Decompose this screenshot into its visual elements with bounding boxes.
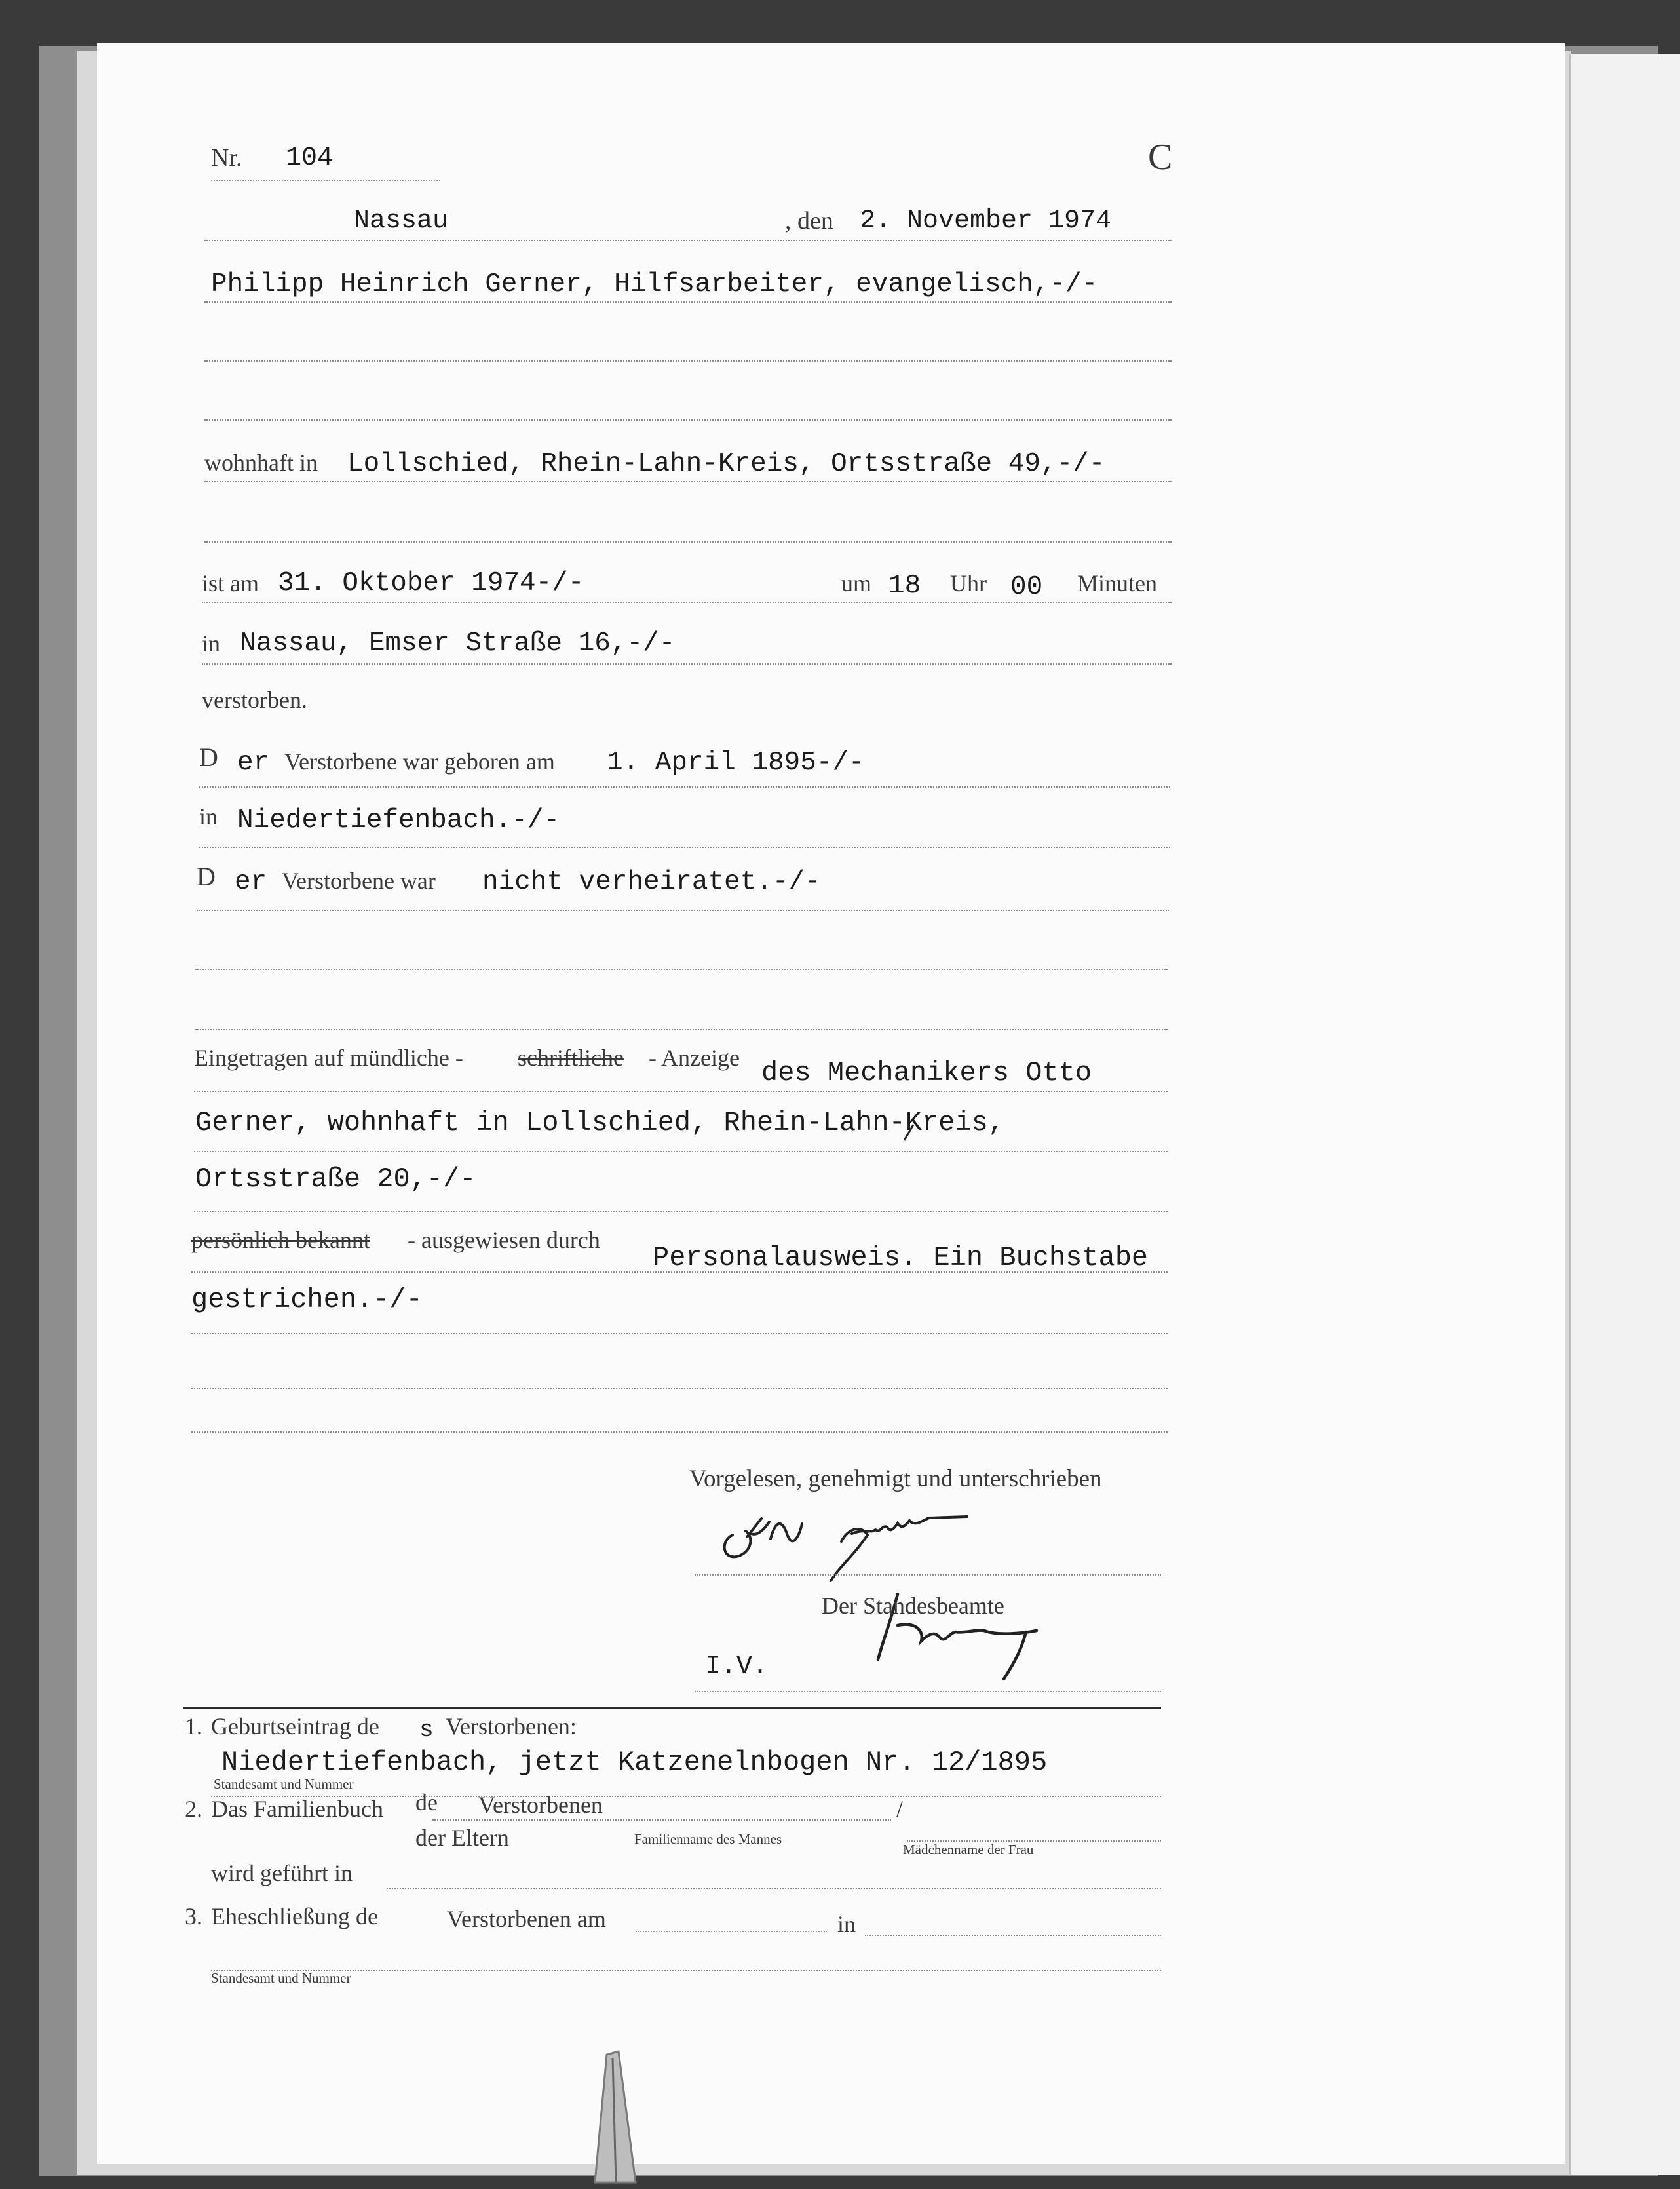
caption-man: Familienname des Mannes	[634, 1831, 782, 1847]
office-caption: Standesamt und Nummer	[214, 1776, 354, 1792]
death-place-label: in	[202, 630, 221, 657]
minuten-label: Minuten	[1077, 570, 1157, 596]
residence-label: wohnhaft in	[204, 450, 318, 476]
known-struck: persönlich bekannt	[191, 1227, 370, 1253]
den-label: , den	[785, 207, 833, 235]
nr-value: 104	[286, 144, 334, 173]
note-2-verstorbenen: Verstorbenen	[478, 1792, 603, 1818]
birth-date: 1. April 1895-/-	[607, 748, 865, 778]
informant-line-1: des Mechanikers Otto	[761, 1057, 1092, 1089]
note-2-de: de	[415, 1789, 438, 1815]
death-place: Nassau, Emser Straße 16,-/-	[240, 629, 676, 659]
note-1-label-2: Verstorbenen:	[446, 1713, 577, 1739]
um-label: um	[841, 570, 872, 596]
death-minute: 00	[1010, 572, 1043, 602]
iv-label: I.V.	[705, 1652, 769, 1682]
informant-line-2: Gerner, wohnhaft in Lollschied, Rhein-Lahn-Kreis,	[195, 1107, 1005, 1138]
note-1-suffix: s	[419, 1716, 434, 1743]
register-letter: C	[1148, 137, 1173, 178]
note-3-label-2: Verstorbenen am	[447, 1906, 606, 1932]
informant-label-suffix: - Anzeige	[649, 1045, 740, 1071]
birth-place-label: in	[199, 804, 218, 830]
informant-label-struck: schriftliche	[518, 1045, 624, 1071]
informant-label-prefix: Eingetragen auf mündliche -	[194, 1045, 463, 1071]
marital-gender-suffix: er	[235, 867, 267, 897]
birth-gender-suffix: er	[237, 748, 270, 778]
place-value: Nassau	[354, 206, 449, 236]
note-3-in: in	[837, 1911, 856, 1937]
marital-status: nicht verheiratet.-/-	[482, 867, 821, 897]
official-label: Der Standesbeamte	[822, 1593, 1004, 1619]
known-suffix: - ausgewiesen durch	[408, 1227, 600, 1253]
death-date-label: ist am	[202, 570, 259, 596]
death-date: 31. Oktober 1974-/-	[278, 568, 584, 598]
nr-label: Nr.	[211, 144, 242, 172]
id-document: Personalausweis. Ein Buchstabe	[653, 1242, 1149, 1273]
verstorben-label: verstorben.	[202, 687, 307, 713]
caption-woman: Mädchenname der Frau	[903, 1842, 1034, 1857]
id-document-2: gestrichen.-/-	[191, 1284, 423, 1315]
marital-label: Verstorbene war	[282, 868, 436, 894]
read-approved-label: Vorgelesen, genehmigt und unterschrieben	[689, 1465, 1102, 1492]
uhr-label: Uhr	[950, 570, 987, 596]
note-1-label: Geburtseintrag de	[211, 1713, 379, 1739]
note-3-number: 3.	[185, 1903, 202, 1929]
death-hour: 18	[888, 571, 921, 601]
deceased-identity: Philipp Heinrich Gerner, Hilfsarbeiter, evangelisch,-/-	[211, 269, 1098, 300]
note-2-kept: wird geführt in	[211, 1860, 353, 1886]
informant-line-3: Ortsstraße 20,-/-	[195, 1163, 476, 1195]
marital-d-label: D	[197, 862, 216, 891]
note-2-slash: /	[896, 1796, 904, 1822]
note-2-number: 2.	[185, 1796, 202, 1822]
note-2-eltern: der Eltern	[415, 1825, 509, 1851]
residence-value: Lollschied, Rhein-Lahn-Kreis, Ortsstraße 49,-/-	[347, 449, 1105, 479]
note-1-number: 1.	[185, 1713, 202, 1739]
office-caption-2: Standesamt und Nummer	[211, 1970, 351, 1986]
birth-place: Niedertiefenbach.-/-	[237, 805, 560, 836]
note-1-value: Niedertiefenbach, jetzt Katzenelnbogen Nr. 12/1895	[221, 1747, 1048, 1778]
born-label: Verstorbene war geboren am	[284, 748, 555, 775]
registration-date: 2. November 1974	[860, 206, 1112, 236]
note-2-label: Das Familienbuch	[211, 1796, 383, 1822]
note-3-label: Eheschließung de	[211, 1903, 378, 1929]
birth-d-label: D	[199, 743, 218, 772]
